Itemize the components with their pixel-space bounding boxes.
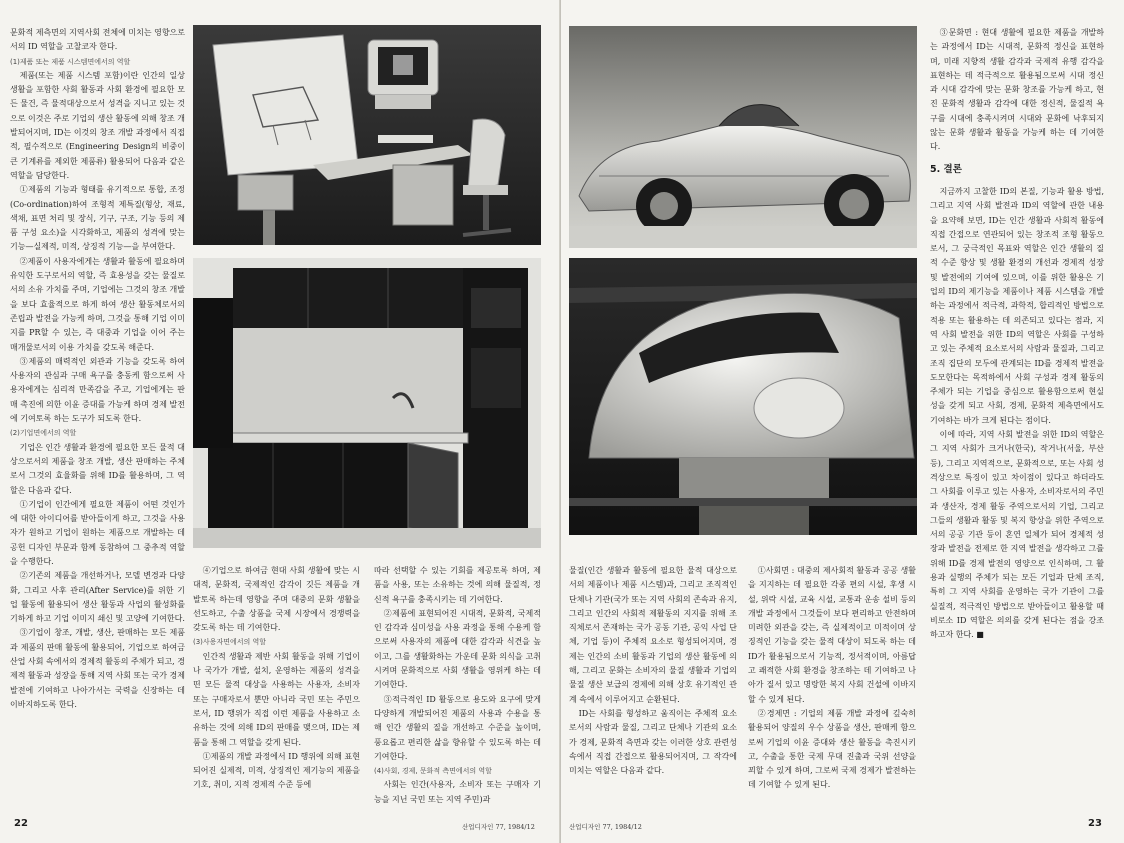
- paragraph: ①기업이 인간에게 필요한 제품이 어떤 것인가에 대한 아이디어를 받아들이게 하고, 그것을 사용자가 원하고 기업이 원하는 제품으로 개발하는 데 공헌 디자인 부문과 함께 동참하여 그 중추적 역할을 수행한다.: [10, 499, 185, 566]
- paragraph: ②제품에 표현되어진 시대적, 문화적, 국제적인 감각과 심미성을 사용 과정을 통해 수용케 함으로써 사용자의 제품에 대한 감각과 식견을 높이고, 그를 생활화하는 가운데 문화 의식을 고취시켜며 문화적으로 사회 생활을 영위케 하는 데 기여한다.: [374, 608, 541, 690]
- page-number-right: 23: [1088, 818, 1102, 829]
- paragraph: ②경제면 : 기업의 제품 개발 과정에 깊숙히 활용되어 양질의 우수 상품을 생산, 판매케 함으로써 기업의 이윤 증대와 생산 활동을 촉진시키고, 수출을 통한 국제 무대 진출과 국위 선양을 꾀할 수 있게 하며, 그로써 국제 경제가 발전하는 데 기여할 수 있게 된다.: [748, 708, 916, 790]
- column-e: [748, 564, 916, 834]
- paragraph: ②기존의 제품을 개선하거나, 모델 변경과 다양화, 그리고 사후 관리(After Service)를 위한 기업 활동에 활용되어 생산 활동과 사업의 활성화를 기하게 하고 기업 이미지 쇄신 및 고양에 기여한다.: [10, 571, 185, 624]
- column-f: [930, 26, 1104, 816]
- paragraph: 문화적 제측면의 지역사회 전체에 미치는 영향으로서의 ID 역할을 고찰코자 한다.: [10, 28, 185, 52]
- right-page: [561, 0, 1124, 843]
- paragraph: 인간적 생활과 제반 사회 활동을 위해 기업이나 국가가 개발, 설치, 운영하는 제품의 성격을 띤 모든 물적 대상을 사용하는 사용자, 소비자 또는 구매자로서 뿐만 아니라 국민 또는 주민으로서, ID 행위가 직접 이런 제품을 사용하고 소유하는 것에 의해 ID의 판매를 맺으며, ID는 제품을 통해 그 역할을 갖게 된다.: [193, 651, 360, 747]
- paragraph: ID는 사회를 형성하고 움직이는 주체적 요소로서의 사람과 물질, 그리고 단체나 기관의 요소가 경제, 문화적 측면과 갖는 이러한 상호 관련성 속에서 직접 간접으로 활용되어지며, 그 작각에 미치는 역할은 다음과 같다.: [569, 708, 737, 776]
- paragraph: ③적극적인 ID 활동으로 용도와 요구에 맞게 다양하게 개발되어진 제품의 사용과 수용을 통해 인간 생활의 질을 개선하고 수준을 높이며, 풍요롭고 편리한 삶을 향유할 수 있도록 하는 데 기여한다.: [374, 694, 541, 761]
- paragraph: 이에 따라, 지역 사회 발전을 위한 ID의 역할은 그 지역 사회가 크거나(한국), 작거나(서울, 부산 등), 그리고 지역적으로, 문화적으로, 또는 사회 성격상으로 특징이 있고 차이점이 있다고 하더라도 그 사회를 이루고 있는 사용자, 소비자로서의 주민과 생산자, 경제 활동 주역으로서의 기업, 그리고 그들의 생활과 활동 및 복지 향상을 위한 주역으로서의 공공 기관 등이 혼연 일체가 되어 경제적 성장과 발전을 전제로 한 지역 발전을 생각하고 그를 위해 ID를 경제 발전의 영양으로 인식하며, 그 활용과 실행의 주체가 되는 모든 기업과 단체 조직, 특히 그 지역 사회를 운영하는 국가 기관이 그를 실질적, 적극적인 방법으로 받아들이고 활용할 때 비로소 ID 역할은 의의를 갖게 된다는 점을 강조하고자 한다. ■: [930, 430, 1104, 640]
- paragraph: ①제품의 기능과 형태를 유기적으로 통합, 조정(Co-ordination)하여 조형적 제특질(형상, 재료, 색채, 표면 처리 및 장식, 기구, 구조, 기능 등의 제품 구성 요소)을 시각화하고, 제품의 성격에 맞는 기능—실제적, 미적, 상징적 기능—을 부여한다.: [10, 185, 185, 252]
- workstation-photo: [193, 25, 541, 245]
- subheading: (2)기업면에서의 역할: [10, 429, 77, 438]
- monorail-illustration: [569, 258, 917, 535]
- paragraph: ①제품의 개발 과정에서 ID 행위에 의해 표현되어진 실제적, 미적, 상징적인 제기능의 제품을 기호, 취미, 지적 경제적 수준 등에: [193, 751, 360, 790]
- subheading: (1)제품 또는 제품 시스템면에서의 역할: [10, 57, 131, 66]
- paragraph: 따라 선택할 수 있는 기회를 제공토록 하며, 제품을 사용, 또는 소유하는 것에 의해 물질적, 정신적 욕구를 충족시키는 데 기여한다.: [374, 566, 541, 604]
- paragraph: 제품(또는 제품 시스템 포함)이란 인간의 일상 생활을 포함한 사회 활동과 사회 환경에 필요한 모든 물건, 즉 물적대상으로서 성격을 지니고 있는 것으로 이것은 주로 기업의 생산 활동에 의해 창조 개발되어지며, ID는 이것의 창조 개발 과정에서 직접적, 필수적으로 (Engineering Design의 비중이 큰 기계류를 제외한 제품류) 활용되어 다음과 같은 역할을 담당한다.: [10, 70, 185, 180]
- footer-right: 산업디자인 77, 1984/12: [569, 823, 642, 831]
- monorail-photo: [569, 258, 917, 535]
- subheading: (3)사용자면에서의 역할: [193, 638, 266, 647]
- section-heading: 5. 결론: [930, 163, 962, 175]
- kitchen-unit-photo: [193, 258, 541, 548]
- paragraph: 지금까지 고찰한 ID의 본질, 기능과 활용 방법, 그리고 지역 사회 발전과 ID의 역할에 관한 내용을 요약해 보면, ID는 인간 생활과 사회적 활동에 직접 간접으로 연관되어 있는 창조적 조형 활동으로서, 그 궁극적인 목표와 역할은 인간 생활의 질적 수준 향상 및 생활 환경의 개선과 경제적 성장 및 발전에의 기여에 있으며, 이를 위한 활용은 기업의 ID의 제기능을 제품이나 제품 시스템을 개발하는 과정에서 적극적, 과학적, 합리적인 방법으로 적용 또는 활용하는 데 의존되고 있다는 점과, 지역 사회 발전을 위한 ID의 역할은 사회를 구성하고 있는 주체적 요소로서의 사람과 물질과, 그리고 조직 집단의 모두에 관계되는 ID를 경제적 발전을 도모한다는 목적하에서 사회 구성과 경제 활동의 주체가 되는 기업을 중심으로 활용함으로써 현실성을 갖게 되고 사회, 경제, 문화적 제측면에서도 기여하는 바가 크게 된다는 점이다.: [930, 186, 1104, 425]
- paragraph: ③제품의 매력적인 외관과 기능을 갖도록 하여 사용자의 관심과 구매 욕구를 충동케 함으로써 사용자에게는 심리적 만족감을 주고, 기업에게는 판매 촉진에 의한 이윤 증대를 가능케 하며 경제 발전에 기여토록 하는 도구가 되도록 한다.: [10, 356, 185, 424]
- page-number-left: 22: [14, 818, 28, 829]
- column-a: [10, 26, 185, 818]
- paragraph: ①사회면 : 대중의 제사회적 활동과 공공 생활을 지지하는 데 필요한 각종 편의 시설, 후생 시설, 위락 시설, 교육 시설, 교통과 운송 설비 등의 개발 과정에서 그것들이 보다 편리하고 안전하며 미려한 외관을 갖는, 즉 실제적이고 미적이며 상징적인 기능을 갖는 물적 대상이 되도록 하는 데 ID가 활용됨으로서 기능적, 정서적이며, 아름답고 쾌적한 사회 환경을 창조하는 데 기여하고 나아가 질서 있고 명랑한 복지 사회 건설에 이바지할 수 있게 된다.: [748, 566, 916, 704]
- workstation-illustration: [193, 25, 541, 245]
- column-b: [193, 564, 360, 834]
- subheading: (4)사회, 경제, 문화적 측면에서의 역할: [374, 767, 492, 776]
- paragraph: ③기업이 창조, 개발, 생산, 판매하는 모든 제품과 제품의 판매 활동에 활용되어, 기업으로 하여금 산업 사회 속에서의 경제적 활동의 주체가 되고, 경제적 활동과 성장을 통해 지역 사회 또는 국가 경제 발전에 기여하고 나아가서는 국력을 신장하는 데 이바지하도록 한다.: [10, 628, 185, 709]
- left-page: [0, 0, 560, 843]
- paragraph: 사회는 인간(사용자, 소비자 또는 구매자 기능을 지닌 국민 또는 지역 주민)과: [374, 780, 541, 804]
- paragraph: ④기업으로 하여금 현대 사회 생활에 맞는 시대적, 문화적, 국제적인 감각이 깃든 제품을 개발토록 하는데 영향을 주며 대중의 문화 생활을 선도하고, 수출 상품을 국제 시장에서 경쟁력을 갖도록 하는 데 기여한다.: [193, 566, 360, 633]
- paragraph: 물질(인간 생활과 활동에 필요한 물적 대상으로서의 제품이나 제품 시스템)과, 그리고 조직적인 단체나 기관(국가 또는 지역 사회의 존속과 유지, 그리고 인간의 사회적 제활동의 지지를 위해 조직체로서 존재하는 국가 공동 기관, 공익 사업 단체, 기업 등)이 주체적 요소로 형성되어지며, 경제는 인간의 소비 활동과 기업의 생산 활동에 의해, 그리고 문화는 소비자의 물질 생활과 기업의 물질 생산 보급의 경제에 의해 상호 유기적인 관계 속에서 이루어지고 순환된다.: [569, 566, 737, 704]
- paragraph: ③문화면 : 현대 생활에 필요한 제품을 개발하는 과정에서 ID는 시대적, 문화적 정신을 표현하며, 미래 지향적 생활 감각과 국제적 유행 감각을 표현하는 데 적극적으로 활용됨으로써 시대 정신과 시대 감각에 맞는 문화 창조를 가능케 하고, 현진 문화적 생활과 감각에 대한 정신적, 물질적 욕구를 시대에 충족시켜며 시대와 문화에 낙후되지 않는 문화 생활과 활동을 가능케 하는 데 기여한다.: [930, 28, 1104, 152]
- footer-left: 산업디자인 77, 1984/12: [462, 823, 535, 831]
- concept-car-photo: [569, 26, 917, 248]
- kitchen-illustration: [193, 258, 541, 548]
- car-illustration: [569, 26, 917, 248]
- paragraph: 기업은 인간 생활과 환경에 필요한 모든 물적 대상으로서의 제품을 창조 개발, 생산 판매하는 주체로서 그것의 효율화를 위해 ID를 활용하며, 그 역할은 다음과 같다.: [10, 442, 185, 495]
- column-c: [374, 564, 541, 834]
- paragraph: ②제품이 사용자에게는 생활과 활동에 필요하며 유익한 도구로서의 역할, 즉 효용성을 갖는 물질로서의 소유 가치를 주며, 기업에는 그것의 창조 개발을 보다 효율적으로 하게 하여 생산 활동체로서의 존립과 발전을 가능케 하며, 그것을 통해 기업 이미지를 PR할 수 있는, 즉 대중과 기업을 이어 주는 매개물로서의 이용 가치를 갖도록 해준다.: [10, 256, 185, 352]
- column-d: [569, 564, 737, 834]
